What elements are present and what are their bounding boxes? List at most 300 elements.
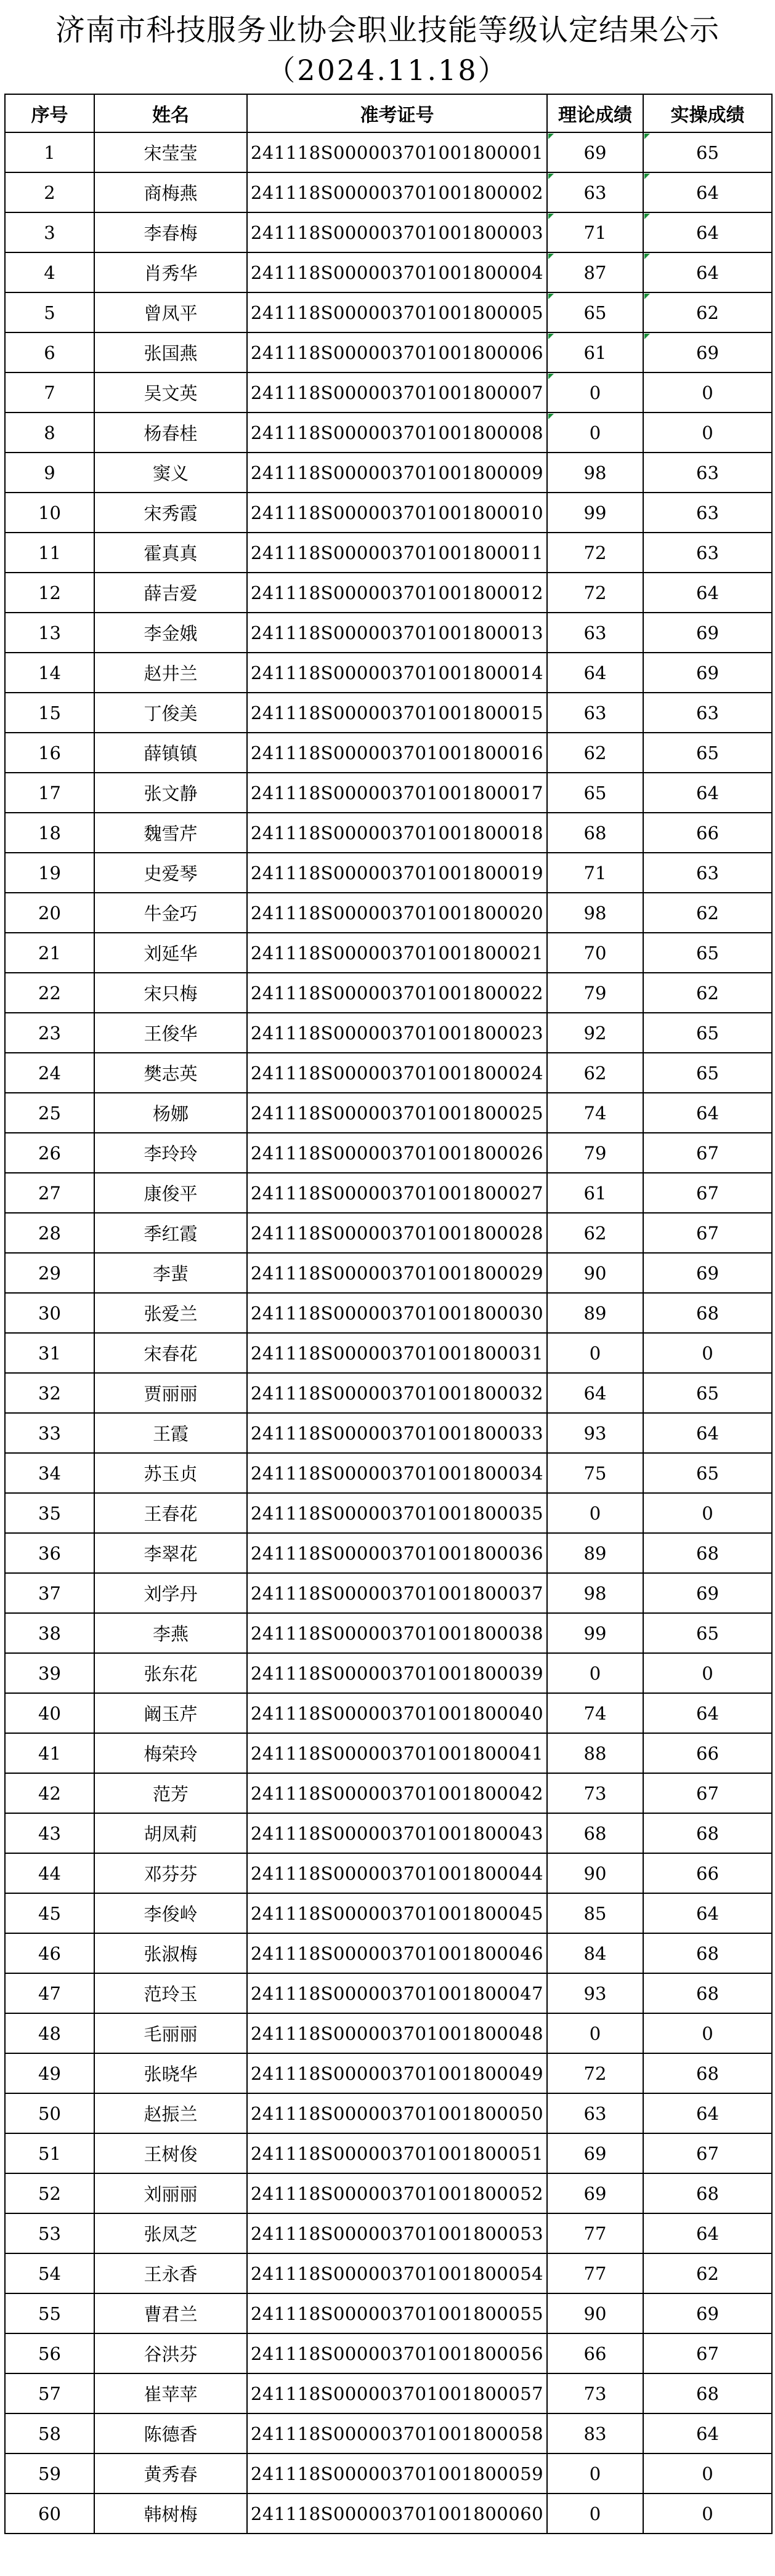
table-row (5, 813, 772, 853)
name-cell-text: 薛吉爱 (144, 583, 198, 604)
name-cell (94, 2453, 247, 2493)
exam-id-cell (247, 533, 547, 573)
table-row (5, 1053, 772, 1093)
exam-id-cell (247, 2213, 547, 2253)
name-cell-text: 赵井兰 (144, 663, 198, 684)
theory-score-cell-text: 65 (583, 302, 607, 323)
practice-score-cell (643, 252, 772, 292)
name-cell-text: 贾丽丽 (144, 1383, 198, 1404)
practice-score-cell (643, 2413, 772, 2453)
practice-score-cell-text: 64 (696, 2103, 719, 2124)
practice-score-cell (643, 573, 772, 613)
theory-score-cell (547, 573, 643, 613)
theory-score-cell-text: 62 (583, 1062, 607, 1084)
theory-score-cell-text: 0 (589, 2023, 601, 2044)
cell-flag-marker (548, 214, 554, 219)
theory-score-cell (547, 1813, 643, 1853)
exam-id-cell-text: 241118S000003701001800018 (250, 822, 544, 843)
theory-score-cell-text: 61 (583, 342, 607, 363)
table-row (5, 1813, 772, 1853)
name-cell (94, 973, 247, 1013)
name-cell-text: 曾凤平 (144, 303, 198, 324)
name-cell (94, 2373, 247, 2413)
exam-id-cell (247, 1093, 547, 1133)
theory-score-cell-text: 90 (583, 1262, 607, 1284)
name-cell-text: 胡凤莉 (144, 1824, 198, 1845)
exam-id-cell (247, 172, 547, 212)
practice-score-cell-text: 65 (696, 1022, 719, 1044)
serial-cell (5, 252, 94, 292)
name-cell (94, 1093, 247, 1133)
serial-cell (5, 1093, 94, 1133)
serial-cell (5, 493, 94, 533)
exam-id-cell-text: 241118S000003701001800007 (250, 382, 544, 403)
exam-id-cell-text: 241118S000003701001800039 (250, 1662, 544, 1684)
serial-cell-text: 10 (38, 502, 61, 523)
exam-id-cell-text: 241118S000003701001800014 (250, 662, 544, 683)
serial-cell-text: 13 (38, 622, 61, 643)
practice-score-cell-text: 0 (702, 2503, 713, 2524)
name-cell-text: 李翠花 (144, 1544, 198, 1564)
cell-flag-marker (548, 254, 554, 259)
practice-score-cell-text: 0 (702, 1342, 713, 1364)
serial-cell (5, 1733, 94, 1773)
table-row (5, 132, 772, 172)
table-row (5, 2413, 772, 2453)
table-row (5, 1733, 772, 1773)
theory-score-cell-text: 88 (583, 1742, 607, 1764)
exam-id-cell-text: 241118S000003701001800008 (250, 422, 544, 443)
theory-score-cell-text: 92 (583, 1022, 607, 1044)
serial-cell-text: 16 (38, 742, 61, 763)
practice-score-cell (643, 2373, 772, 2413)
serial-cell-text: 51 (38, 2143, 61, 2164)
table-row (5, 1493, 772, 1533)
theory-score-cell-text: 69 (583, 2183, 607, 2204)
table-row (5, 1173, 772, 1213)
practice-score-cell (643, 1333, 772, 1373)
theory-score-cell (547, 1093, 643, 1133)
theory-score-cell (547, 2213, 643, 2253)
practice-score-cell-text: 63 (696, 502, 719, 523)
practice-score-cell (643, 1213, 772, 1253)
cell-flag-marker (548, 414, 554, 419)
theory-score-cell (547, 2373, 643, 2413)
name-cell (94, 1813, 247, 1853)
theory-score-cell (547, 653, 643, 693)
serial-cell (5, 292, 94, 332)
exam-id-cell-text: 241118S000003701001800020 (250, 902, 544, 924)
theory-score-cell-text: 70 (583, 942, 607, 964)
serial-cell (5, 212, 94, 252)
practice-score-cell (643, 1493, 772, 1533)
name-cell (94, 132, 247, 172)
practice-score-cell (643, 1693, 772, 1733)
serial-cell (5, 132, 94, 172)
serial-cell-text: 11 (38, 542, 61, 563)
theory-score-cell (547, 1053, 643, 1093)
table-row (5, 212, 772, 252)
practice-score-cell-text: 0 (702, 1502, 713, 1524)
serial-cell-text: 39 (38, 1662, 61, 1684)
practice-score-cell-text: 64 (696, 2223, 719, 2244)
name-cell (94, 1293, 247, 1333)
name-cell (94, 1693, 247, 1733)
theory-score-cell-text: 68 (583, 822, 607, 843)
theory-score-cell-text: 99 (583, 1622, 607, 1644)
name-cell (94, 1933, 247, 1973)
exam-id-cell-text: 241118S000003701001800026 (250, 1142, 544, 1164)
practice-score-cell-text: 69 (696, 622, 719, 643)
practice-score-cell-text: 0 (702, 2463, 713, 2484)
table-row (5, 1853, 772, 1893)
name-cell (94, 292, 247, 332)
name-cell (94, 1493, 247, 1533)
name-cell-text: 魏雪芹 (144, 823, 198, 844)
theory-score-cell-text: 0 (589, 1502, 601, 1524)
practice-score-cell-text: 0 (702, 382, 713, 403)
exam-id-cell (247, 973, 547, 1013)
name-cell (94, 1253, 247, 1293)
exam-id-cell (247, 1013, 547, 1053)
theory-score-cell-text: 79 (583, 1142, 607, 1164)
name-cell-text: 张淑梅 (144, 1944, 198, 1965)
name-cell (94, 2013, 247, 2053)
practice-score-cell-text: 0 (702, 1662, 713, 1684)
name-cell-text: 毛丽丽 (144, 2024, 198, 2045)
name-cell-text: 阚玉芹 (144, 1704, 198, 1725)
exam-id-cell (247, 693, 547, 733)
name-cell-text: 李蜚 (152, 1263, 189, 1284)
name-cell (94, 2293, 247, 2333)
table-row (5, 1213, 772, 1253)
theory-score-cell (547, 2413, 643, 2453)
serial-cell-text: 45 (38, 1902, 61, 1924)
practice-score-cell-text: 64 (696, 1102, 719, 1124)
serial-cell (5, 973, 94, 1013)
serial-cell (5, 613, 94, 653)
table-row (5, 292, 772, 332)
table-row (5, 1693, 772, 1733)
table-row (5, 2453, 772, 2493)
practice-score-cell-text: 64 (696, 1422, 719, 1444)
name-cell-text: 张文静 (144, 783, 198, 804)
practice-score-cell (643, 1933, 772, 1973)
practice-score-cell (643, 733, 772, 773)
practice-score-cell (643, 292, 772, 332)
exam-id-cell-text: 241118S000003701001800032 (250, 1382, 544, 1404)
exam-id-cell (247, 1773, 547, 1813)
theory-score-cell-text: 79 (583, 982, 607, 1004)
table-row (5, 533, 772, 573)
practice-score-cell (643, 1653, 772, 1693)
theory-score-cell-text: 0 (589, 2463, 601, 2484)
serial-cell (5, 853, 94, 893)
practice-score-cell (643, 853, 772, 893)
name-cell (94, 332, 247, 372)
name-cell (94, 1333, 247, 1373)
practice-score-cell-text: 63 (696, 542, 719, 563)
cell-flag-marker (644, 334, 650, 339)
serial-cell-text: 4 (44, 262, 55, 283)
table-body (5, 132, 772, 2534)
practice-score-cell (643, 1373, 772, 1413)
practice-score-cell-text: 64 (696, 582, 719, 603)
theory-score-cell-text: 63 (583, 182, 607, 203)
practice-score-cell (643, 493, 772, 533)
serial-cell (5, 733, 94, 773)
cell-flag-marker (548, 134, 554, 139)
serial-cell (5, 933, 94, 973)
cell-flag-marker (548, 334, 554, 339)
exam-id-cell-text: 241118S000003701001800023 (250, 1022, 544, 1044)
practice-score-cell (643, 1613, 772, 1653)
table-row (5, 733, 772, 773)
exam-id-cell (247, 1973, 547, 2013)
practice-score-cell (643, 2333, 772, 2373)
serial-cell-text: 43 (38, 1822, 61, 1844)
theory-score-cell (547, 2493, 643, 2534)
cell-flag-marker (644, 174, 650, 179)
name-cell-text: 张东花 (144, 1664, 198, 1684)
serial-cell (5, 2093, 94, 2133)
name-cell-text: 赵振兰 (144, 2104, 198, 2125)
practice-score-cell-text: 69 (696, 342, 719, 363)
exam-id-cell (247, 493, 547, 533)
exam-id-cell (247, 733, 547, 773)
practice-score-cell-text: 69 (696, 1262, 719, 1284)
practice-score-cell-text: 67 (696, 1222, 719, 1244)
exam-id-cell-text: 241118S000003701001800054 (250, 2263, 544, 2284)
name-cell (94, 2413, 247, 2453)
theory-score-cell (547, 733, 643, 773)
theory-score-cell (547, 2333, 643, 2373)
name-cell-text: 黄秀春 (144, 2464, 198, 2485)
table-row (5, 1013, 772, 1053)
exam-id-cell-text: 241118S000003701001800006 (250, 342, 544, 363)
serial-cell-text: 50 (38, 2103, 61, 2124)
exam-id-cell (247, 2293, 547, 2333)
serial-cell-text: 36 (38, 1542, 61, 1564)
exam-id-cell-text: 241118S000003701001800053 (250, 2223, 544, 2244)
serial-cell-text: 32 (38, 1382, 61, 1404)
serial-cell (5, 1653, 94, 1693)
cell-flag-marker (548, 174, 554, 179)
practice-score-cell-text: 68 (696, 1302, 719, 1324)
theory-score-cell-text: 89 (583, 1302, 607, 1324)
header-practice-score: 实操成绩 (643, 94, 772, 132)
serial-cell-text: 46 (38, 1942, 61, 1964)
theory-score-cell-text: 93 (583, 1422, 607, 1444)
serial-cell (5, 1533, 94, 1573)
practice-score-cell-text: 62 (696, 2263, 719, 2284)
exam-id-cell (247, 2173, 547, 2213)
theory-score-cell (547, 132, 643, 172)
theory-score-cell (547, 332, 643, 372)
serial-cell-text: 58 (38, 2423, 61, 2444)
serial-cell (5, 2173, 94, 2213)
exam-id-cell-text: 241118S000003701001800002 (250, 182, 544, 203)
serial-cell-text: 12 (38, 582, 61, 603)
cell-flag-marker (548, 374, 554, 379)
table-row (5, 853, 772, 893)
table-row (5, 1253, 772, 1293)
practice-score-cell (643, 813, 772, 853)
theory-score-cell-text: 63 (583, 622, 607, 643)
exam-id-cell-text: 241118S000003701001800031 (250, 1342, 544, 1364)
serial-cell (5, 332, 94, 372)
theory-score-cell (547, 1133, 643, 1173)
serial-cell-text: 14 (38, 662, 61, 683)
theory-score-cell (547, 1773, 643, 1813)
table-row (5, 1453, 772, 1493)
exam-id-cell (247, 853, 547, 893)
theory-score-cell (547, 413, 643, 453)
serial-cell-text: 53 (38, 2223, 61, 2244)
practice-score-cell-text: 65 (696, 742, 719, 763)
theory-score-cell (547, 1933, 643, 1973)
exam-id-cell (247, 1253, 547, 1293)
theory-score-cell (547, 453, 643, 493)
name-cell-text: 崔苹苹 (144, 2384, 198, 2405)
exam-id-cell (247, 1413, 547, 1453)
serial-cell (5, 2013, 94, 2053)
practice-score-cell-text: 63 (696, 462, 719, 483)
theory-score-cell (547, 933, 643, 973)
exam-id-cell (247, 653, 547, 693)
serial-cell-text: 52 (38, 2183, 61, 2204)
theory-score-cell (547, 1533, 643, 1573)
serial-cell-text: 42 (38, 1782, 61, 1804)
practice-score-cell (643, 1253, 772, 1293)
name-cell (94, 2213, 247, 2253)
theory-score-cell-text: 72 (583, 582, 607, 603)
theory-score-cell-text: 98 (583, 462, 607, 483)
theory-score-cell (547, 1253, 643, 1293)
serial-cell (5, 773, 94, 813)
serial-cell-text: 35 (38, 1502, 61, 1524)
theory-score-cell-text: 69 (583, 142, 607, 163)
table-row (5, 252, 772, 292)
theory-score-cell (547, 1693, 643, 1733)
table-row (5, 573, 772, 613)
exam-id-cell-text: 241118S000003701001800013 (250, 622, 544, 643)
table-row (5, 893, 772, 933)
cell-flag-marker (644, 294, 650, 299)
theory-score-cell-text: 87 (583, 262, 607, 283)
name-cell-text: 王春花 (144, 1503, 198, 1524)
table-row (5, 653, 772, 693)
table-row (5, 2093, 772, 2133)
exam-id-cell-text: 241118S000003701001800035 (250, 1502, 544, 1524)
name-cell-text: 王俊华 (144, 1023, 198, 1044)
theory-score-cell-text: 98 (583, 902, 607, 924)
name-cell (94, 413, 247, 453)
theory-score-cell (547, 2093, 643, 2133)
exam-id-cell-text: 241118S000003701001800056 (250, 2343, 544, 2364)
name-cell (94, 1413, 247, 1453)
serial-cell (5, 413, 94, 453)
serial-cell (5, 1493, 94, 1533)
theory-score-cell-text: 62 (583, 742, 607, 763)
practice-score-cell (643, 2053, 772, 2093)
serial-cell (5, 1413, 94, 1453)
name-cell (94, 2173, 247, 2213)
practice-score-cell-text: 64 (696, 2423, 719, 2444)
practice-score-cell-text: 68 (696, 1822, 719, 1844)
name-cell (94, 2053, 247, 2093)
exam-id-cell (247, 1733, 547, 1773)
serial-cell-text: 33 (38, 1422, 61, 1444)
theory-score-cell-text: 98 (583, 1582, 607, 1604)
practice-score-cell (643, 653, 772, 693)
serial-cell (5, 533, 94, 573)
serial-cell (5, 1213, 94, 1253)
theory-score-cell (547, 493, 643, 533)
serial-cell-text: 27 (38, 1182, 61, 1204)
theory-score-cell (547, 1373, 643, 1413)
serial-cell (5, 2253, 94, 2293)
exam-id-cell (247, 2333, 547, 2373)
practice-score-cell (643, 1413, 772, 1453)
exam-id-cell-text: 241118S000003701001800051 (250, 2143, 544, 2164)
serial-cell (5, 1453, 94, 1493)
theory-score-cell (547, 2053, 643, 2093)
name-cell (94, 1453, 247, 1493)
theory-score-cell (547, 2453, 643, 2493)
exam-id-cell-text: 241118S000003701001800024 (250, 1062, 544, 1084)
exam-id-cell (247, 292, 547, 332)
practice-score-cell (643, 893, 772, 933)
theory-score-cell-text: 99 (583, 502, 607, 523)
theory-score-cell (547, 1293, 643, 1333)
name-cell-text: 张凤芝 (144, 2224, 198, 2245)
theory-score-cell (547, 2013, 643, 2053)
name-cell-text: 邓芬芬 (144, 1864, 198, 1885)
name-cell-text: 王霞 (152, 1423, 189, 1444)
name-cell (94, 613, 247, 653)
serial-cell (5, 2053, 94, 2093)
practice-score-cell (643, 2093, 772, 2133)
exam-id-cell-text: 241118S000003701001800029 (250, 1262, 544, 1284)
practice-score-cell (643, 1173, 772, 1213)
serial-cell (5, 1933, 94, 1973)
theory-score-cell-text: 74 (583, 1702, 607, 1724)
exam-id-cell (247, 1053, 547, 1093)
exam-id-cell (247, 2253, 547, 2293)
table-row (5, 493, 772, 533)
name-cell-text: 丁俊美 (144, 703, 198, 724)
serial-cell (5, 693, 94, 733)
practice-score-cell (643, 172, 772, 212)
table-row (5, 332, 772, 372)
name-cell-text: 杨春桂 (144, 423, 198, 444)
theory-score-cell-text: 68 (583, 1822, 607, 1844)
name-cell-text: 李燕 (152, 1624, 189, 1644)
table-row (5, 1093, 772, 1133)
name-cell-text: 宋秀霞 (144, 503, 198, 524)
practice-score-cell (643, 1053, 772, 1093)
name-cell (94, 2493, 247, 2534)
serial-cell-text: 37 (38, 1582, 61, 1604)
serial-cell-text: 19 (38, 862, 61, 883)
exam-id-cell (247, 1493, 547, 1533)
theory-score-cell-text: 90 (583, 2303, 607, 2324)
theory-score-cell (547, 1853, 643, 1893)
practice-score-cell-text: 63 (696, 702, 719, 723)
cell-flag-marker (644, 254, 650, 259)
table-row (5, 1333, 772, 1373)
